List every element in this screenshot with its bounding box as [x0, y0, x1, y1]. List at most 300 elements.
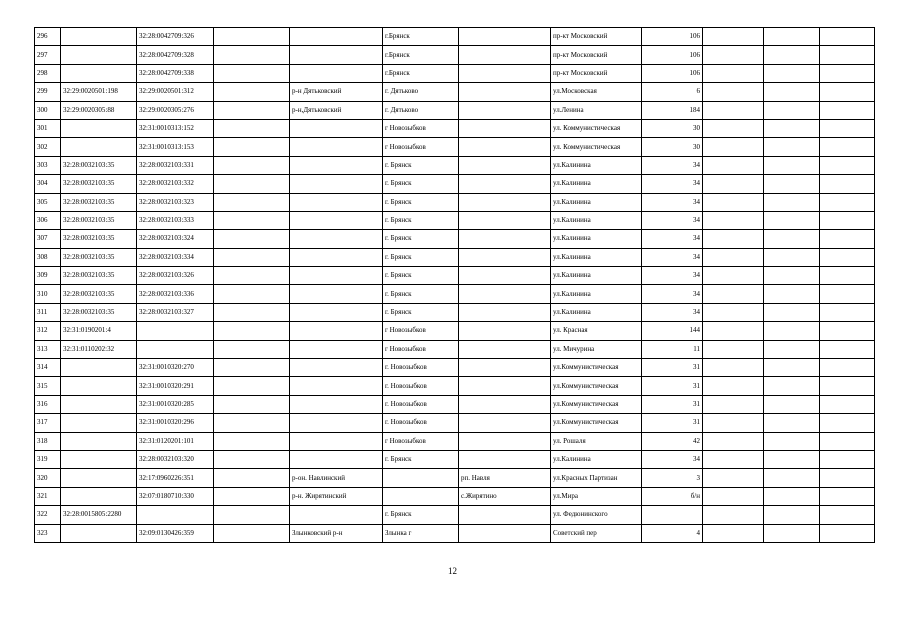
cell-row-number: 304: [35, 175, 61, 193]
cell-street: ул.Калинина: [551, 193, 642, 211]
cell-row-number: 307: [35, 230, 61, 248]
cell-district: [290, 506, 383, 524]
cell-parent-cadastral-number: 32:28:0032103:35: [61, 248, 137, 266]
cell-extra-col-1: [703, 83, 764, 101]
cell-region: [214, 432, 290, 450]
cell-settlement: с.Жирятино: [459, 487, 551, 505]
cell-district: р-н,Дятьковский: [290, 101, 383, 119]
cell-row-number: 296: [35, 28, 61, 46]
cell-cadastral-number: 32:28:0032103:323: [137, 193, 214, 211]
table-row: [35, 377, 875, 395]
cell-parent-cadastral-number: [61, 46, 137, 64]
cell-parent-cadastral-number: [61, 450, 137, 468]
cell-house-number: 6: [642, 83, 703, 101]
cell-city: г Новозыбков: [383, 119, 459, 137]
cell-cadastral-number: 32:28:0032103:334: [137, 248, 214, 266]
table-row: [35, 267, 875, 285]
cell-parent-cadastral-number: 32:28:0032103:35: [61, 211, 137, 229]
cell-row-number: 311: [35, 303, 61, 321]
cell-extra-col-1: [703, 524, 764, 542]
cell-extra-col-3: [820, 175, 875, 193]
cell-region: [214, 28, 290, 46]
cell-cadastral-number: [137, 340, 214, 358]
cell-extra-col-2: [764, 101, 820, 119]
cell-cadastral-number: 32:28:0032103:336: [137, 285, 214, 303]
cell-row-number: 306: [35, 211, 61, 229]
cell-city: г Новозыбков: [383, 138, 459, 156]
cell-street: ул.Калинина: [551, 230, 642, 248]
cell-cadastral-number: 32:28:0032103:320: [137, 450, 214, 468]
cell-settlement: [459, 303, 551, 321]
cell-extra-col-1: [703, 119, 764, 137]
cell-parent-cadastral-number: [61, 377, 137, 395]
cell-city: г. Брянск: [383, 156, 459, 174]
cell-street: пр-кт Московский: [551, 46, 642, 64]
cell-row-number: 319: [35, 450, 61, 468]
cell-extra-col-1: [703, 506, 764, 524]
table-row: [35, 230, 875, 248]
cell-city: г Новозыбков: [383, 432, 459, 450]
cell-cadastral-number: [137, 322, 214, 340]
cell-extra-col-2: [764, 303, 820, 321]
cell-extra-col-2: [764, 377, 820, 395]
table-row: [35, 46, 875, 64]
cell-district: Злынковский р-н: [290, 524, 383, 542]
cell-extra-col-3: [820, 303, 875, 321]
cell-parent-cadastral-number: [61, 432, 137, 450]
cell-extra-col-3: [820, 395, 875, 413]
cell-house-number: 34: [642, 193, 703, 211]
cell-extra-col-3: [820, 469, 875, 487]
cell-city: г Новозыбков: [383, 340, 459, 358]
cell-row-number: 302: [35, 138, 61, 156]
cell-extra-col-2: [764, 138, 820, 156]
cell-extra-col-3: [820, 322, 875, 340]
cell-settlement: [459, 248, 551, 266]
cell-cadastral-number: 32:28:0032103:326: [137, 267, 214, 285]
cell-cadastral-number: 32:07:0180710:330: [137, 487, 214, 505]
cell-extra-col-2: [764, 119, 820, 137]
cell-extra-col-3: [820, 450, 875, 468]
cell-settlement: [459, 46, 551, 64]
cell-street: ул. Мичурина: [551, 340, 642, 358]
property-registry-table: [34, 27, 875, 543]
cell-extra-col-3: [820, 285, 875, 303]
cell-district: [290, 175, 383, 193]
table-row: [35, 285, 875, 303]
cell-extra-col-2: [764, 285, 820, 303]
cell-house-number: 34: [642, 230, 703, 248]
cell-cadastral-number: 32:29:0020501:312: [137, 83, 214, 101]
cell-cadastral-number: 32:31:0010320:296: [137, 414, 214, 432]
cell-street: ул.Московская: [551, 83, 642, 101]
cell-street: ул.Калинина: [551, 267, 642, 285]
cell-extra-col-2: [764, 340, 820, 358]
cell-parent-cadastral-number: [61, 469, 137, 487]
cell-house-number: 4: [642, 524, 703, 542]
cell-street: ул.Ленина: [551, 101, 642, 119]
cell-row-number: 312: [35, 322, 61, 340]
cell-settlement: [459, 340, 551, 358]
cell-extra-col-3: [820, 377, 875, 395]
cell-extra-col-2: [764, 267, 820, 285]
cell-region: [214, 506, 290, 524]
cell-district: [290, 414, 383, 432]
cell-settlement: [459, 267, 551, 285]
cell-extra-col-1: [703, 230, 764, 248]
cell-extra-col-1: [703, 414, 764, 432]
cell-extra-col-2: [764, 64, 820, 82]
cell-extra-col-2: [764, 28, 820, 46]
cell-street: ул.Калинина: [551, 285, 642, 303]
cell-extra-col-1: [703, 193, 764, 211]
cell-extra-col-2: [764, 83, 820, 101]
cell-city: г.Брянск: [383, 28, 459, 46]
cell-parent-cadastral-number: 32:28:0032103:35: [61, 267, 137, 285]
cell-district: [290, 377, 383, 395]
cell-extra-col-1: [703, 450, 764, 468]
cell-extra-col-2: [764, 432, 820, 450]
cell-parent-cadastral-number: [61, 138, 137, 156]
cell-row-number: 310: [35, 285, 61, 303]
cell-region: [214, 322, 290, 340]
cell-extra-col-3: [820, 193, 875, 211]
cell-region: [214, 211, 290, 229]
cell-house-number: б/н: [642, 487, 703, 505]
cell-district: [290, 248, 383, 266]
cell-parent-cadastral-number: 32:28:0032103:35: [61, 285, 137, 303]
cell-extra-col-3: [820, 524, 875, 542]
cell-street: ул.Калинина: [551, 450, 642, 468]
cell-extra-col-2: [764, 487, 820, 505]
cell-settlement: [459, 230, 551, 248]
cell-city: г. Брянск: [383, 193, 459, 211]
page-number: 12: [448, 566, 457, 576]
cell-house-number: 106: [642, 46, 703, 64]
registry-body: [35, 28, 875, 543]
cell-city: г. Брянск: [383, 450, 459, 468]
cell-cadastral-number: 32:28:0032103:331: [137, 156, 214, 174]
cell-extra-col-1: [703, 46, 764, 64]
cell-parent-cadastral-number: 32:28:0032103:35: [61, 303, 137, 321]
table-row: [35, 248, 875, 266]
cell-extra-col-1: [703, 156, 764, 174]
cell-extra-col-3: [820, 506, 875, 524]
cell-parent-cadastral-number: [61, 414, 137, 432]
cell-cadastral-number: 32:28:0032103:333: [137, 211, 214, 229]
cell-street: ул.Коммунистическая: [551, 414, 642, 432]
cell-district: [290, 193, 383, 211]
table-row: [35, 175, 875, 193]
cell-parent-cadastral-number: [61, 119, 137, 137]
cell-settlement: [459, 395, 551, 413]
cell-row-number: 298: [35, 64, 61, 82]
cell-street: ул. Федюнинского: [551, 506, 642, 524]
cell-district: [290, 46, 383, 64]
cell-street: ул.Калинина: [551, 175, 642, 193]
cell-street: пр-кт Московский: [551, 28, 642, 46]
table-row: [35, 469, 875, 487]
cell-settlement: [459, 119, 551, 137]
cell-parent-cadastral-number: [61, 395, 137, 413]
cell-house-number: 3: [642, 469, 703, 487]
cell-parent-cadastral-number: [61, 28, 137, 46]
cell-house-number: 34: [642, 211, 703, 229]
cell-street: ул.Коммунистическая: [551, 359, 642, 377]
cell-row-number: 315: [35, 377, 61, 395]
cell-settlement: [459, 28, 551, 46]
cell-district: р-он. Навлинский: [290, 469, 383, 487]
cell-cadastral-number: 32:29:0020305:276: [137, 101, 214, 119]
cell-cadastral-number: 32:31:0010320:291: [137, 377, 214, 395]
cell-district: [290, 138, 383, 156]
cell-settlement: [459, 156, 551, 174]
cell-district: [290, 28, 383, 46]
cell-extra-col-3: [820, 64, 875, 82]
cell-extra-col-1: [703, 267, 764, 285]
cell-house-number: 30: [642, 119, 703, 137]
cell-region: [214, 395, 290, 413]
cell-extra-col-3: [820, 101, 875, 119]
cell-house-number: 34: [642, 303, 703, 321]
cell-district: р-н. Жирятинский: [290, 487, 383, 505]
cell-extra-col-2: [764, 248, 820, 266]
table-row: [35, 340, 875, 358]
table-row: [35, 359, 875, 377]
cell-extra-col-2: [764, 322, 820, 340]
cell-parent-cadastral-number: 32:28:0032103:35: [61, 175, 137, 193]
cell-city: г. Брянск: [383, 506, 459, 524]
cell-settlement: [459, 285, 551, 303]
cell-house-number: 106: [642, 28, 703, 46]
cell-extra-col-2: [764, 46, 820, 64]
cell-city: г. Новозыбков: [383, 359, 459, 377]
cell-region: [214, 119, 290, 137]
cell-district: [290, 119, 383, 137]
table-row: [35, 322, 875, 340]
cell-cadastral-number: 32:31:0010320:270: [137, 359, 214, 377]
cell-parent-cadastral-number: 32:28:0015805:2280: [61, 506, 137, 524]
cell-settlement: [459, 101, 551, 119]
cell-cadastral-number: 32:31:0010313:152: [137, 119, 214, 137]
table-row: [35, 395, 875, 413]
cell-city: г.Брянск: [383, 64, 459, 82]
cell-row-number: 317: [35, 414, 61, 432]
cell-street: ул. Рошаля: [551, 432, 642, 450]
cell-extra-col-2: [764, 450, 820, 468]
cell-extra-col-2: [764, 469, 820, 487]
cell-parent-cadastral-number: 32:28:0032103:35: [61, 230, 137, 248]
cell-city: г. Брянск: [383, 248, 459, 266]
cell-extra-col-3: [820, 487, 875, 505]
cell-parent-cadastral-number: 32:29:0020305:88: [61, 101, 137, 119]
table-row: [35, 83, 875, 101]
cell-city: г.Брянск: [383, 46, 459, 64]
cell-row-number: 301: [35, 119, 61, 137]
cell-cadastral-number: 32:28:0042709:328: [137, 46, 214, 64]
cell-region: [214, 285, 290, 303]
cell-street: ул.Коммунистическая: [551, 377, 642, 395]
cell-house-number: 11: [642, 340, 703, 358]
cell-street: ул.Калинина: [551, 156, 642, 174]
cell-city: г. Брянск: [383, 285, 459, 303]
cell-district: р-н Дятьковский: [290, 83, 383, 101]
cell-region: [214, 46, 290, 64]
cell-extra-col-1: [703, 64, 764, 82]
cell-settlement: [459, 414, 551, 432]
cell-street: ул.Коммунистическая: [551, 395, 642, 413]
cell-region: [214, 450, 290, 468]
cell-cadastral-number: 32:28:0032103:324: [137, 230, 214, 248]
cell-cadastral-number: [137, 506, 214, 524]
cell-city: г. Дятьково: [383, 83, 459, 101]
cell-settlement: [459, 211, 551, 229]
table-row: [35, 487, 875, 505]
cell-street: ул.Калинина: [551, 248, 642, 266]
cell-cadastral-number: 32:28:0032103:332: [137, 175, 214, 193]
cell-settlement: [459, 83, 551, 101]
cell-row-number: 303: [35, 156, 61, 174]
cell-street: ул. Коммунистическая: [551, 119, 642, 137]
cell-extra-col-1: [703, 322, 764, 340]
cell-parent-cadastral-number: 32:28:0032103:35: [61, 193, 137, 211]
cell-house-number: 31: [642, 377, 703, 395]
cell-district: [290, 303, 383, 321]
cell-house-number: 34: [642, 450, 703, 468]
cell-region: [214, 64, 290, 82]
cell-parent-cadastral-number: [61, 524, 137, 542]
cell-city: г. Новозыбков: [383, 395, 459, 413]
cell-cadastral-number: 32:31:0010320:285: [137, 395, 214, 413]
cell-cadastral-number: 32:31:0010313:153: [137, 138, 214, 156]
cell-extra-col-1: [703, 469, 764, 487]
cell-extra-col-1: [703, 432, 764, 450]
cell-settlement: рп. Навля: [459, 469, 551, 487]
table-row: [35, 414, 875, 432]
cell-city: [383, 469, 459, 487]
cell-row-number: 318: [35, 432, 61, 450]
cell-parent-cadastral-number: [61, 64, 137, 82]
cell-region: [214, 193, 290, 211]
cell-row-number: 309: [35, 267, 61, 285]
cell-settlement: [459, 138, 551, 156]
cell-settlement: [459, 450, 551, 468]
cell-settlement: [459, 359, 551, 377]
cell-region: [214, 377, 290, 395]
cell-region: [214, 230, 290, 248]
cell-extra-col-3: [820, 28, 875, 46]
cell-settlement: [459, 175, 551, 193]
cell-district: [290, 340, 383, 358]
cell-parent-cadastral-number: [61, 487, 137, 505]
cell-city: г. Дятьково: [383, 101, 459, 119]
cell-extra-col-2: [764, 506, 820, 524]
cell-parent-cadastral-number: [61, 359, 137, 377]
cell-district: [290, 211, 383, 229]
cell-extra-col-1: [703, 303, 764, 321]
cell-extra-col-2: [764, 175, 820, 193]
cell-district: [290, 267, 383, 285]
cell-extra-col-1: [703, 359, 764, 377]
cell-district: [290, 285, 383, 303]
cell-extra-col-3: [820, 414, 875, 432]
cell-row-number: 316: [35, 395, 61, 413]
cell-city: Злынка г: [383, 524, 459, 542]
table-row: [35, 119, 875, 137]
cell-house-number: 144: [642, 322, 703, 340]
cell-house-number: 34: [642, 285, 703, 303]
cell-house-number: 31: [642, 359, 703, 377]
cell-parent-cadastral-number: 32:31:0110202:32: [61, 340, 137, 358]
table-row: [35, 524, 875, 542]
cell-cadastral-number: 32:31:0120201:101: [137, 432, 214, 450]
cell-extra-col-3: [820, 267, 875, 285]
cell-extra-col-2: [764, 414, 820, 432]
cell-house-number: 184: [642, 101, 703, 119]
cell-district: [290, 450, 383, 468]
cell-street: ул.Красных Партизан: [551, 469, 642, 487]
cell-row-number: 308: [35, 248, 61, 266]
cell-region: [214, 469, 290, 487]
cell-extra-col-2: [764, 359, 820, 377]
table-row: [35, 211, 875, 229]
cell-region: [214, 340, 290, 358]
cell-settlement: [459, 506, 551, 524]
cell-extra-col-3: [820, 119, 875, 137]
cell-cadastral-number: 32:28:0042709:338: [137, 64, 214, 82]
cell-city: г. Брянск: [383, 267, 459, 285]
cell-parent-cadastral-number: 32:29:0020501:198: [61, 83, 137, 101]
cell-region: [214, 138, 290, 156]
cell-street: ул.Мира: [551, 487, 642, 505]
cell-district: [290, 395, 383, 413]
cell-region: [214, 414, 290, 432]
cell-house-number: 31: [642, 395, 703, 413]
cell-row-number: 322: [35, 506, 61, 524]
cell-extra-col-1: [703, 175, 764, 193]
cell-extra-col-2: [764, 524, 820, 542]
cell-cadastral-number: 32:09:0130426:359: [137, 524, 214, 542]
cell-settlement: [459, 193, 551, 211]
cell-row-number: 300: [35, 101, 61, 119]
cell-city: г. Брянск: [383, 175, 459, 193]
cell-city: [383, 487, 459, 505]
cell-extra-col-1: [703, 101, 764, 119]
table-row: [35, 138, 875, 156]
table-row: [35, 101, 875, 119]
table-row: [35, 450, 875, 468]
cell-street: ул.Калинина: [551, 211, 642, 229]
cell-region: [214, 248, 290, 266]
cell-extra-col-2: [764, 230, 820, 248]
cell-extra-col-2: [764, 211, 820, 229]
cell-extra-col-1: [703, 487, 764, 505]
cell-cadastral-number: 32:17:0960226:351: [137, 469, 214, 487]
table-row: [35, 193, 875, 211]
cell-row-number: 299: [35, 83, 61, 101]
cell-row-number: 314: [35, 359, 61, 377]
table-row: [35, 506, 875, 524]
cell-extra-col-1: [703, 395, 764, 413]
cell-extra-col-3: [820, 46, 875, 64]
cell-extra-col-1: [703, 138, 764, 156]
cell-parent-cadastral-number: 32:28:0032103:35: [61, 156, 137, 174]
cell-house-number: 30: [642, 138, 703, 156]
cell-extra-col-3: [820, 83, 875, 101]
cell-district: [290, 156, 383, 174]
cell-extra-col-1: [703, 248, 764, 266]
cell-extra-col-1: [703, 28, 764, 46]
